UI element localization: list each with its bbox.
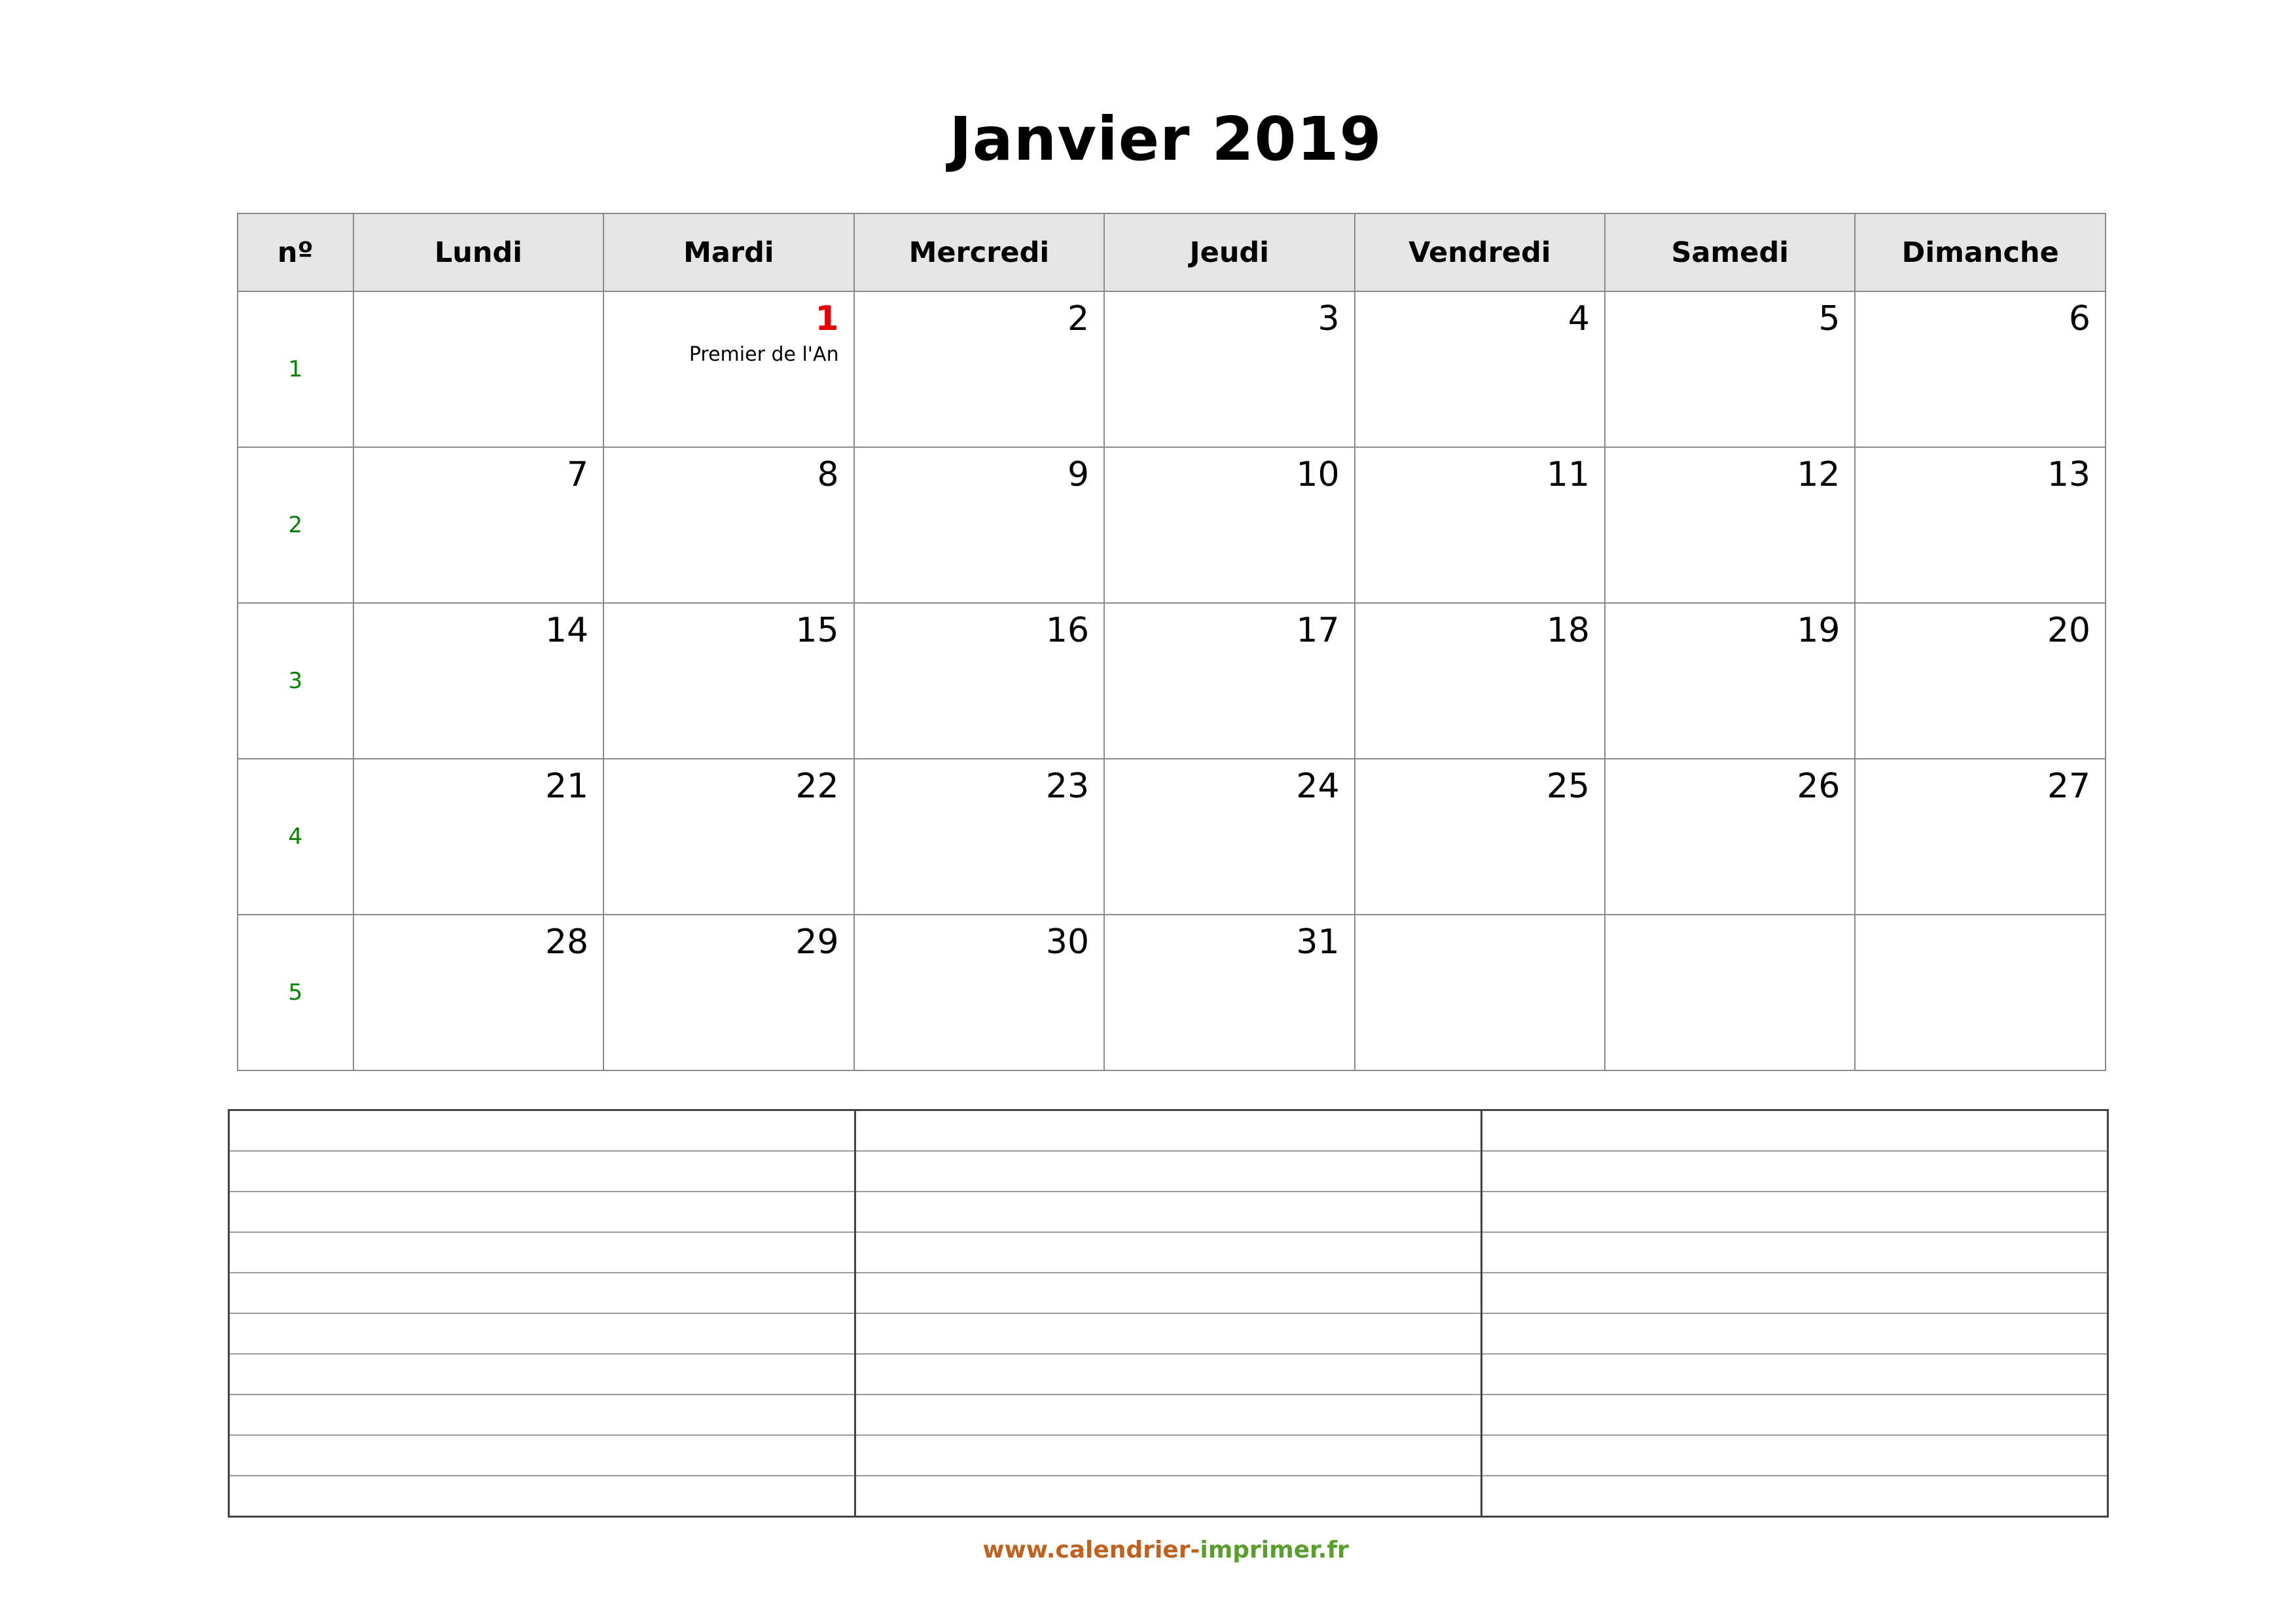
weekday-header-mardi: Mardi xyxy=(603,213,853,291)
day-number xyxy=(1355,915,1604,919)
week-number-header: nº xyxy=(238,213,353,291)
notes-cell[interactable] xyxy=(229,1110,855,1152)
notes-cell[interactable] xyxy=(1482,1435,2108,1476)
day-cell[interactable] xyxy=(1104,603,1354,759)
day-number: 20 xyxy=(2047,611,2090,650)
day-number: 27 xyxy=(2047,767,2090,806)
day-cell[interactable] xyxy=(1355,603,1605,759)
notes-cell[interactable] xyxy=(1482,1151,2108,1192)
notes-row xyxy=(229,1110,2108,1152)
footer-url-part-b: imprimer.fr xyxy=(1200,1537,1349,1563)
day-cell[interactable] xyxy=(854,291,1104,447)
weekday-header-vendredi: Vendredi xyxy=(1355,213,1605,291)
day-cell[interactable] xyxy=(603,447,853,603)
notes-cell[interactable] xyxy=(229,1395,855,1435)
notes-row xyxy=(229,1395,2108,1435)
weekday-header-row xyxy=(238,213,2106,291)
notes-cell[interactable] xyxy=(229,1151,855,1192)
week-row xyxy=(238,603,2106,759)
notes-row xyxy=(229,1273,2108,1313)
day-number: 19 xyxy=(1797,611,1840,650)
weekday-header-mercredi: Mercredi xyxy=(854,213,1104,291)
day-cell[interactable] xyxy=(1855,915,2106,1070)
week-row xyxy=(238,759,2106,915)
week-row xyxy=(238,915,2106,1070)
week-row xyxy=(238,291,2106,447)
day-number: 26 xyxy=(1797,767,1840,806)
day-number: 17 xyxy=(1296,611,1340,650)
day-cell[interactable] xyxy=(353,291,603,447)
calendar-grid xyxy=(237,213,2106,1071)
weekday-header-dimanche: Dimanche xyxy=(1855,213,2106,291)
notes-cell[interactable] xyxy=(1482,1313,2108,1354)
week-number: 5 xyxy=(238,915,353,1070)
day-number: 14 xyxy=(545,611,589,650)
day-number: 5 xyxy=(1818,299,1840,338)
day-number: 16 xyxy=(1045,611,1090,650)
day-cell[interactable] xyxy=(353,759,603,915)
day-number: 22 xyxy=(795,767,839,806)
notes-cell[interactable] xyxy=(855,1313,1482,1354)
day-cell[interactable] xyxy=(1355,915,1605,1070)
day-cell[interactable] xyxy=(1605,759,1855,915)
day-cell[interactable] xyxy=(603,915,853,1070)
notes-row xyxy=(229,1232,2108,1273)
day-cell[interactable] xyxy=(1605,915,1855,1070)
day-number xyxy=(1605,915,1854,919)
notes-cell[interactable] xyxy=(229,1476,855,1517)
day-cell[interactable] xyxy=(1104,291,1354,447)
day-cell[interactable] xyxy=(1355,759,1605,915)
notes-cell[interactable] xyxy=(1482,1273,2108,1313)
day-cell[interactable] xyxy=(1104,759,1354,915)
day-cell[interactable] xyxy=(1855,447,2106,603)
day-number: 21 xyxy=(545,767,589,806)
day-number: 31 xyxy=(1296,922,1340,962)
day-number: 12 xyxy=(1797,455,1840,494)
notes-cell[interactable] xyxy=(855,1192,1482,1232)
day-number-holiday: 1 xyxy=(815,299,839,338)
day-cell[interactable] xyxy=(1605,447,1855,603)
notes-row xyxy=(229,1192,2108,1232)
notes-row xyxy=(229,1435,2108,1476)
day-number: 7 xyxy=(567,455,589,494)
day-number xyxy=(354,292,603,296)
day-number: 30 xyxy=(1045,922,1090,962)
notes-cell[interactable] xyxy=(855,1395,1482,1435)
day-cell[interactable] xyxy=(1104,915,1354,1070)
website-footer-link[interactable] xyxy=(0,1534,2296,1567)
notes-cell[interactable] xyxy=(855,1273,1482,1313)
weekday-header-samedi: Samedi xyxy=(1605,213,1855,291)
notes-cell[interactable] xyxy=(855,1110,1482,1152)
day-cell[interactable] xyxy=(1855,291,2106,447)
day-number: 24 xyxy=(1296,767,1340,806)
week-number: 4 xyxy=(238,759,353,915)
notes-cell[interactable] xyxy=(1482,1354,2108,1395)
day-number: 3 xyxy=(1318,299,1340,338)
day-number: 10 xyxy=(1296,455,1340,494)
holiday-note: Premier de l'An xyxy=(689,343,839,366)
day-number: 4 xyxy=(1568,299,1590,338)
day-number: 29 xyxy=(795,922,839,962)
notes-cell[interactable] xyxy=(1482,1192,2108,1232)
day-number: 18 xyxy=(1546,611,1590,650)
notes-cell[interactable] xyxy=(229,1313,855,1354)
notes-row xyxy=(229,1476,2108,1517)
week-number: 3 xyxy=(238,603,353,759)
day-number: 8 xyxy=(817,455,839,494)
week-number: 2 xyxy=(238,447,353,603)
notes-cell[interactable] xyxy=(229,1273,855,1313)
weekday-header-jeudi: Jeudi xyxy=(1104,213,1354,291)
day-cell[interactable] xyxy=(854,915,1104,1070)
notes-cell[interactable] xyxy=(1482,1110,2108,1152)
day-number: 9 xyxy=(1067,455,1090,494)
day-cell[interactable] xyxy=(854,759,1104,915)
day-number: 2 xyxy=(1067,299,1090,338)
day-cell[interactable] xyxy=(1355,291,1605,447)
notes-grid xyxy=(228,1109,2109,1518)
notes-cell[interactable] xyxy=(855,1476,1482,1517)
day-cell[interactable] xyxy=(1855,603,2106,759)
notes-cell[interactable] xyxy=(229,1435,855,1476)
day-number: 13 xyxy=(2047,455,2090,494)
day-cell[interactable] xyxy=(1605,603,1855,759)
day-number: 28 xyxy=(545,922,589,962)
day-cell[interactable] xyxy=(1355,447,1605,603)
notes-cell[interactable] xyxy=(229,1192,855,1232)
day-cell[interactable] xyxy=(1855,759,2106,915)
notes-cell[interactable] xyxy=(855,1151,1482,1192)
day-cell[interactable] xyxy=(603,603,853,759)
notes-row xyxy=(229,1313,2108,1354)
notes-cell[interactable] xyxy=(1482,1395,2108,1435)
notes-cell[interactable] xyxy=(1482,1232,2108,1273)
notes-cell[interactable] xyxy=(855,1435,1482,1476)
notes-row xyxy=(229,1151,2108,1192)
day-number: 23 xyxy=(1045,767,1090,806)
day-cell[interactable] xyxy=(854,603,1104,759)
day-cell[interactable] xyxy=(353,603,603,759)
notes-row xyxy=(229,1354,2108,1395)
notes-cell[interactable] xyxy=(229,1232,855,1273)
week-row xyxy=(238,447,2106,603)
day-number: 15 xyxy=(795,611,839,650)
notes-cell[interactable] xyxy=(855,1232,1482,1273)
weekday-header-lundi: Lundi xyxy=(353,213,603,291)
day-cell[interactable] xyxy=(854,447,1104,603)
notes-cell[interactable] xyxy=(855,1354,1482,1395)
week-number: 1 xyxy=(238,291,353,447)
day-number: 6 xyxy=(2068,299,2090,338)
notes-cell[interactable] xyxy=(1482,1476,2108,1517)
page-title: Janvier 2019 xyxy=(949,104,1382,174)
notes-cell[interactable] xyxy=(229,1354,855,1395)
footer-url-part-a: www.calendrier- xyxy=(982,1537,1200,1563)
day-cell[interactable] xyxy=(353,447,603,603)
day-cell[interactable] xyxy=(1605,291,1855,447)
day-number: 11 xyxy=(1546,455,1590,494)
day-number: 25 xyxy=(1546,767,1590,806)
day-cell[interactable] xyxy=(603,291,853,447)
day-cell[interactable] xyxy=(353,915,603,1070)
day-number xyxy=(1856,915,2105,919)
day-cell[interactable] xyxy=(603,759,853,915)
day-cell[interactable] xyxy=(1104,447,1354,603)
